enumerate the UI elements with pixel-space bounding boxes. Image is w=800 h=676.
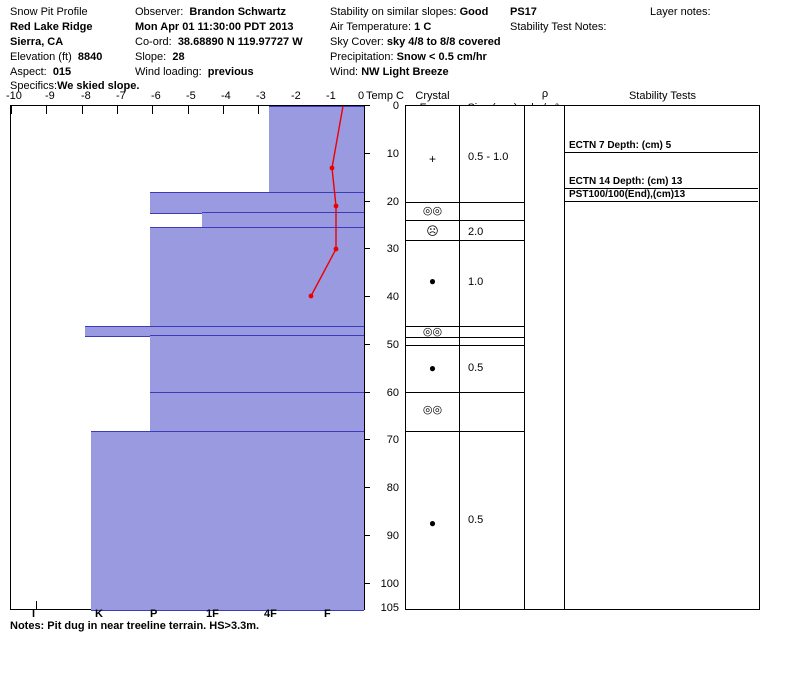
xtick--9: -9 [45,90,55,102]
depth-tick-20: 20 [386,196,399,208]
crystal-row-divider [406,202,459,203]
depth-tick-80: 80 [386,482,399,494]
size-row-divider [460,431,524,432]
size-row-divider [460,345,524,346]
size-row-divider [460,326,524,327]
depth-tick-0: 0 [392,100,399,112]
header-panel [0,0,800,92]
xtick--3: -3 [256,90,266,102]
stability-test-entry: ECTN 7 Depth: (cm) 5 [569,140,672,151]
hardness-label-F: F [324,608,331,620]
grain-size-value: 0.5 - 1.0 [468,151,509,163]
stability-tests-title: Stability Tests [628,90,697,102]
xtick--8: -8 [81,90,91,102]
grain-symbol-rounded: ◎◎ [422,326,443,338]
depth-tick-10: 10 [386,148,399,160]
hardness-label-I: I [32,608,36,620]
depth-axis [365,100,403,614]
header-region: Sierra, CA [10,36,64,48]
notes-label: Notes: [10,620,45,632]
grain-symbol-rounded: ◎◎ [422,205,443,217]
temp-axis-labels [0,90,370,102]
temperature-line [11,106,366,611]
size-row-divider [460,202,524,203]
crystal-row-divider [406,220,459,221]
stability-test-entry: PST100/100(End),(cm)13 [569,189,686,200]
header-wind-loading: Wind loading: previous [135,66,254,78]
xtick-0: 0 [358,90,365,102]
density-symbol-title: ρ [541,88,549,100]
size-row-divider [460,240,524,241]
grain-size-column [460,105,525,610]
grain-size-value: 0.5 [468,362,484,374]
depth-tick-40: 40 [386,291,399,303]
stability-tests-column [565,105,760,610]
header-slope: Slope: 28 [135,51,185,63]
header-aspect: Aspect: 015 [10,66,72,78]
header-datetime: Mon Apr 01 11:30:00 PDT 2013 [135,21,294,33]
size-row-divider [460,392,524,393]
grain-symbol-wet: ● [428,361,437,375]
header-wind: Wind: NW Light Breeze [330,66,449,78]
xtick--5: -5 [186,90,196,102]
crystal-column-title: Crystal [415,90,450,102]
density-column [525,105,565,610]
depth-tick-50: 50 [386,339,399,351]
hardness-label-P: P [150,608,158,620]
xtick--10: -10 [6,90,22,102]
crystal-row-divider [406,392,459,393]
header-site-name: Red Lake Ridge [10,21,93,33]
temp-axis-title: Temp C [366,90,404,102]
header-layer-notes: Layer notes: [650,6,711,18]
xtick--2: -2 [291,90,301,102]
header-stability-test-notes: Stability Test Notes: [510,21,607,33]
depth-tick-105: 105 [380,602,399,614]
header-precipitation: Precipitation: Snow < 0.5 cm/hr [330,51,487,63]
crystal-row-divider [406,431,459,432]
header-stability-similar-slopes: Stability on similar slopes: Good [330,6,489,18]
crystal-row-divider [406,345,459,346]
xtick--1: -1 [326,90,336,102]
xtick--7: -7 [116,90,126,102]
grain-size-value: 1.0 [468,276,484,288]
header-title: Snow Pit Profile [10,6,88,18]
notes-value: Pit dug in near treeline terrain. HS>3.3m. [47,620,260,632]
grain-size-value: 0.5 [468,514,484,526]
grain-symbol-rounded: ◎◎ [422,404,443,416]
depth-tick-100: 100 [380,578,399,590]
grain-size-value: 2.0 [468,226,484,238]
grain-symbol-wet: ● [428,516,437,530]
depth-tick-30: 30 [386,243,399,255]
grain-symbol-precip: + [428,152,436,166]
notes-line [10,620,259,632]
grain-symbol-wet: ● [428,274,437,288]
hardness-label-K: K [95,608,103,620]
hardness-label-1F: 1F [206,608,219,620]
size-row-divider [460,337,524,338]
xtick--4: -4 [221,90,231,102]
depth-tick-60: 60 [386,387,399,399]
xtick--6: -6 [151,90,161,102]
depth-tick-90: 90 [386,530,399,542]
grain-symbol-surface-hoar: ☹ [426,224,439,238]
stability-test-divider [565,152,758,153]
stability-test-entry: ECTN 14 Depth: (cm) 13 [569,176,683,187]
crystal-form-column [405,105,460,610]
depth-tick-70: 70 [386,434,399,446]
header-air-temperature: Air Temperature: 1 C [330,21,432,33]
header-pit-id: PS17 [510,6,537,18]
header-sky-cover: Sky Cover: sky 4/8 to 8/8 covered [330,36,501,48]
header-elevation: Elevation (ft) 8840 [10,51,103,63]
snow-profile-plot [10,105,365,610]
stability-test-divider [565,201,758,202]
crystal-row-divider [406,240,459,241]
header-specifics: Specifics:We skied slope. [10,80,140,92]
header-coordinates: Co-ord: 38.68890 N 119.97727 W [135,36,303,48]
hardness-label-4F: 4F [264,608,277,620]
header-observer: Observer: Brandon Schwartz [135,6,286,18]
size-row-divider [460,220,524,221]
